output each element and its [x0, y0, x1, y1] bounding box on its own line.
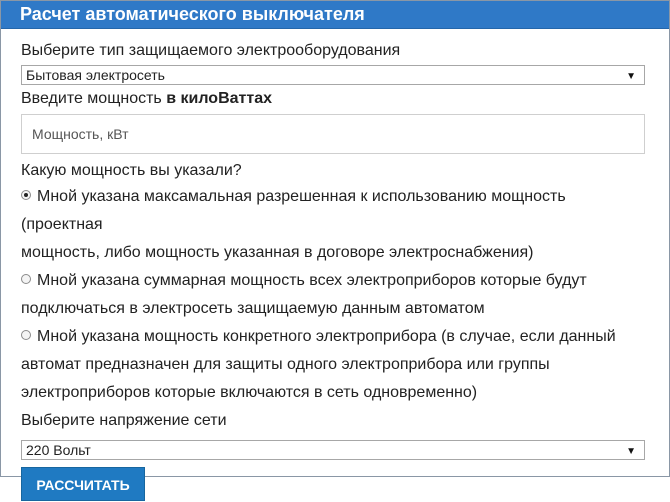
power-label — [21, 88, 649, 110]
voltage-select[interactable] — [21, 440, 645, 460]
power-type-option-device[interactable] — [21, 323, 649, 407]
power-type-option-max[interactable] — [21, 183, 649, 267]
option-text: Мной указана максамальная разрешенная к использованию мощность (проектная — [21, 188, 566, 233]
power-type-question: Какую мощность вы указали? — [21, 162, 242, 179]
voltage-value: 220 Вольт — [26, 442, 91, 458]
voltage-label: Выберите напряжение сети — [21, 412, 227, 429]
equipment-type-label: Выберите тип защищаемого электрооборудования — [21, 42, 401, 59]
option-text: мощность, либо мощность указанная в договоре электроснабжения) — [21, 244, 534, 261]
equipment-type-value: Бытовая электросеть — [26, 67, 165, 83]
calculate-button[interactable]: РАССЧИТАТЬ — [21, 467, 145, 501]
radio-checked-icon[interactable] — [21, 190, 31, 200]
option-text: подключаться в электросеть защищаемую данным автоматом — [21, 300, 485, 317]
option-text: Мной указана суммарная мощность всех электроприборов которые будут — [37, 272, 587, 289]
power-input-placeholder: Мощность, кВт — [32, 126, 129, 142]
dropdown-arrow-icon: ▼ — [626, 446, 636, 457]
equipment-type-select[interactable] — [21, 65, 645, 85]
dropdown-arrow-icon: ▼ — [626, 71, 636, 82]
radio-icon[interactable] — [21, 274, 31, 284]
power-type-option-total[interactable] — [21, 267, 649, 323]
option-text: автомат предназначен для защиты одного электроприбора или группы — [21, 356, 550, 373]
option-text: электроприборов которые включаются в сеть одновременно) — [21, 384, 478, 401]
power-input[interactable] — [21, 114, 645, 154]
panel-title: Расчет автоматического выключателя — [1, 1, 669, 29]
option-text: Мной указана мощность конкретного электроприбора (в случае, если данный — [37, 328, 616, 345]
power-label-unit: в килоВаттах — [166, 90, 272, 107]
radio-icon[interactable] — [21, 330, 31, 340]
power-label-text: Введите мощность — [21, 90, 167, 107]
